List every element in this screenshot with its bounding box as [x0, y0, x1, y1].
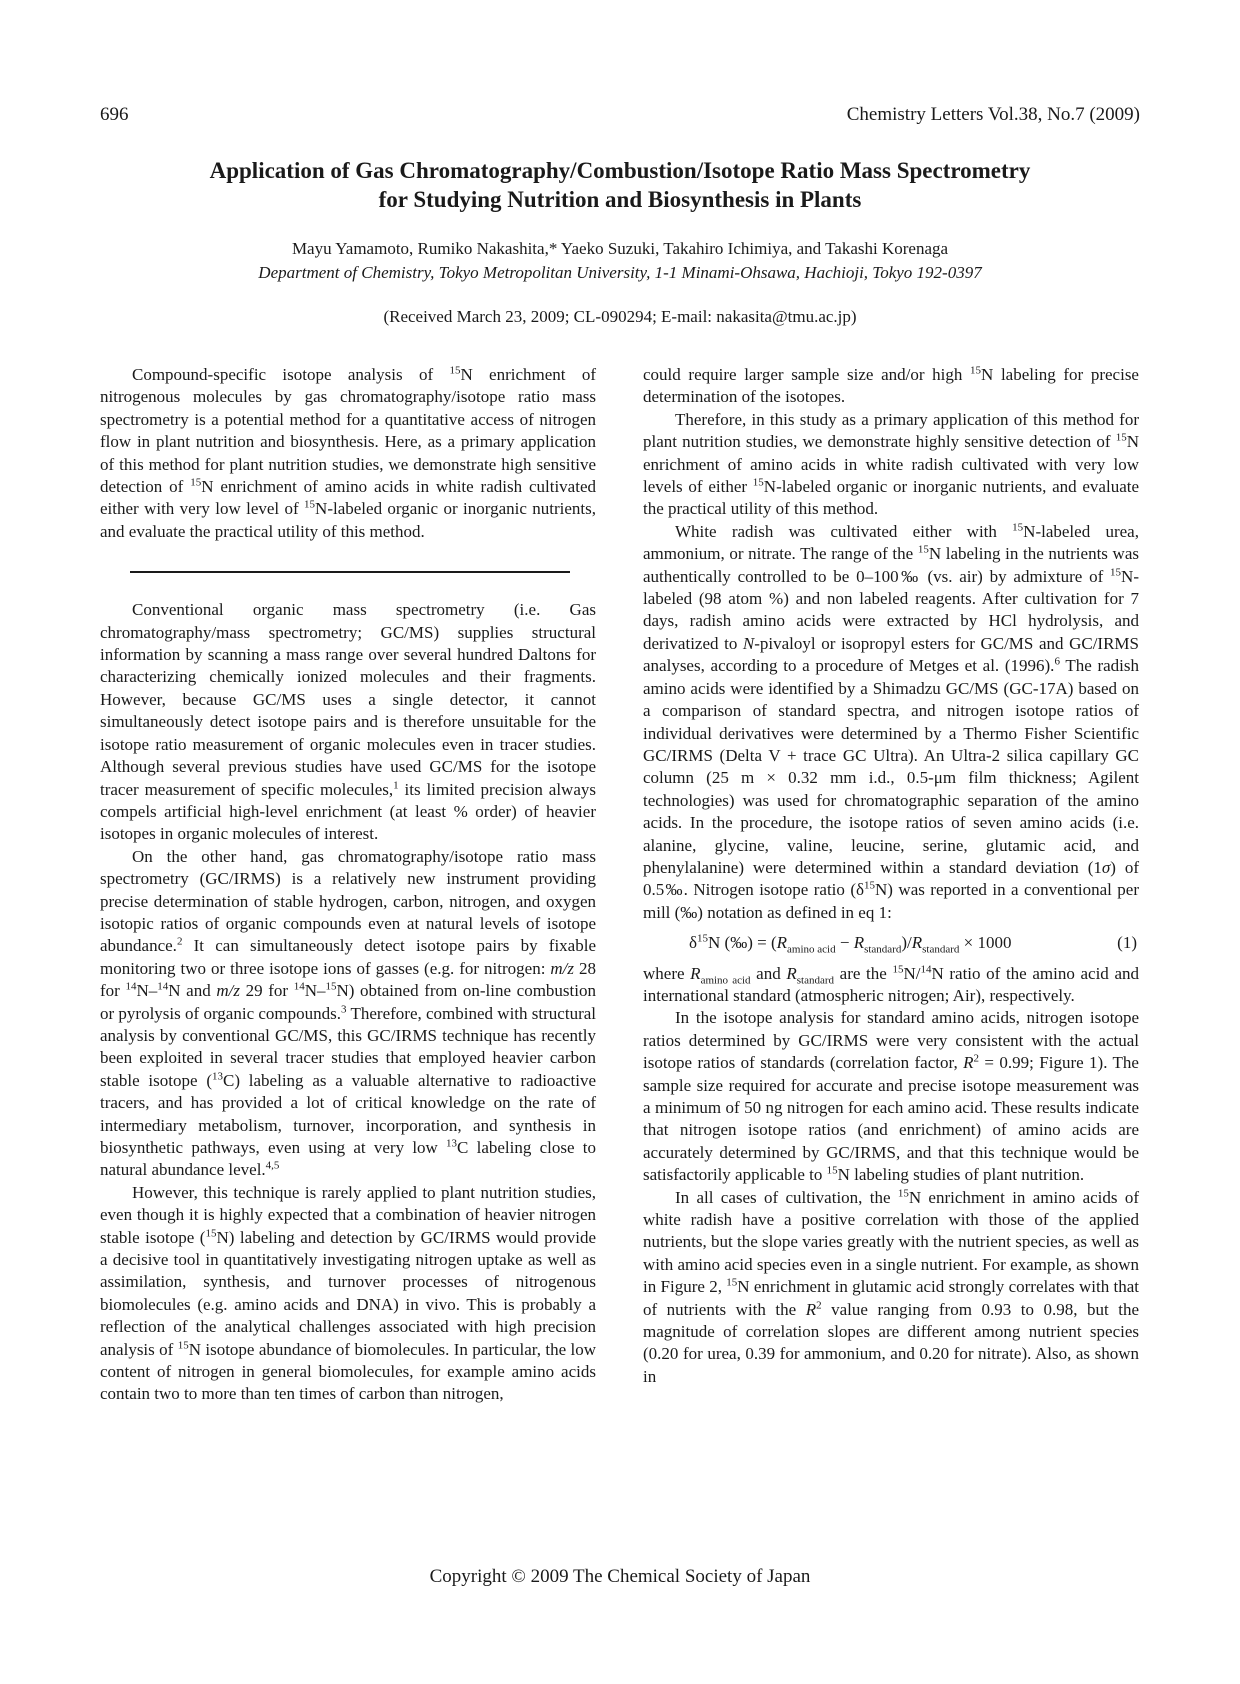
paragraph: where $R_{amino acid}$ and $R_{standard}$ are the $^{15}$N/$^{14}$N ratio of the amino acid and international standard (atmospheric nitrogen; Air), respectively.	[643, 962, 1139, 1005]
equation-1	[643, 932, 1139, 954]
paragraph: could require larger sample size and/or high $^{15}$N labeling for precise determination of the isotopes.	[643, 364, 1139, 407]
paragraph: In the isotope analysis for standard amino acids, nitrogen isotope ratios determined by GC/IRMS were very consistent with the actual isotope ratios of standards (correlation factor, $R^2 = 0.99$; Figure 1). The sample size required for accurate and precise isotope measurement was a minimum of 50 ng nitrogen for each amino acid. These results indicate that nitrogen isotope ratios (and enrichment) of amino acids are accurately determined by GC/IRMS, and that this technique would be satisfactorily applicable to $^{15}$N labeling studies of plant nutrition.	[643, 1008, 1139, 1185]
title-line-2: for Studying Nutrition and Biosynthesis in Plants	[378, 187, 862, 212]
page-header	[100, 104, 1140, 134]
paragraph: In all cases of cultivation, the $^{15}$N enrichment in amino acids of white radish have a positive correlation with those of the applied nutrients, but the slope varies greatly with the nutrient species, as well as with amino acid species even in a single nutrient. For example, as shown in Figure 2, $^{15}$N enrichment in glutamic acid strongly correlates with that of nutrients with the $R^2$ value ranging from 0.93 to 0.98, but the magnitude of correlation slopes are different among nutrient species (0.20 for urea, 0.39 for ammonium, and 0.20 for nitrate). Also, as shown in	[643, 1186, 1139, 1386]
copyright-footer: Copyright © 2009 The Chemical Society of Japan	[429, 1566, 811, 1587]
paragraph: Conventional organic mass spectrometry (i.e. Gas chromatography/mass spectrometry; GC/MS) supplies structural information by scanning a mass range over several hundred Daltons for characterizing chemically ionized molecules and their fragments. However, because GC/MS uses a single detector, it cannot simultaneously detect isotope pairs and is therefore unsuitable for the isotope ratio measurement of organic molecules even in tracer studies. Although several previous studies have used GC/MS for the isotope tracer measurement of specific molecules,$^1$ its limited precision always compels artificial high-level enrichment (at least % order) of heavier isotopes in organic molecules of interest.	[100, 600, 596, 844]
journal-reference: Chemistry Letters Vol.38, No.7 (2009)	[846, 104, 1140, 125]
received-line: (Received March 23, 2009; CL-090294; E-mail: nakasita@tmu.ac.jp)	[383, 307, 857, 326]
page-number: 696	[100, 104, 129, 125]
paragraph: However, this technique is rarely applied to plant nutrition studies, even though it is highly expected that a combination of heavier nitrogen stable isotope ($^{15}$N) labeling and detection by GC/IRMS would provide a decisive tool in quantitatively investigating nitrogen uptake as well as assimilation, synthesis, and turnover processes of nitrogenous biomolecules (e.g. amino acids and DNA) in vivo. This is probably a reflection of the analytical challenges associated with high precision analysis of $^{15}$N isotope abundance of biomolecules. In particular, the low content of nitrogen in general biomolecules, for example amino acids contain two to more than ten times of carbon than nitrogen,	[100, 1182, 597, 1404]
abstract: Compound-specific isotope analysis of $^{15}$N enrichment of nitrogenous molecules by gas chromatography/isotope ratio mass spectrometry is a potential method for a quantitative access of nitrogen flow in plant nutrition and biosynthesis. Here, as a primary application of this method for plant nutrition studies, we demonstrate high sensitive detection of $^{15}$N enrichment of amino acids in white radish cultivated either with very low level of $^{15}$N-labeled organic or inorganic nutrients, and evaluate the practical utility of this method.	[100, 364, 597, 541]
author-list: Mayu Yamamoto, Rumiko Nakashita,* Yaeko Suzuki, Takahiro Ichimiya, and Takashi Korenaga	[291, 239, 949, 258]
left-column	[100, 364, 596, 1406]
paragraph: Therefore, in this study as a primary application of this method for plant nutrition studies, we demonstrate highly sensitive detection of $^{15}$N enrichment of amino acids in white radish cultivated with very low levels of either $^{15}$N-labeled organic or inorganic nutrients, and evaluate the practical utility of this method.	[643, 409, 1140, 519]
article-title	[100, 156, 1140, 214]
equation-number: (1)	[1117, 933, 1137, 953]
paragraph: White radish was cultivated either with $^{15}$N-labeled urea, ammonium, or nitrate. The range of the $^{15}$N labeling in the nutrients was authentically controlled to be 0–100‰ (vs. air) by admixture of $^{15}$N-labeled (98 atom %) and non labeled reagents. After cultivation for 7 days, radish amino acids were extracted by HCl hydrolysis, and derivatized to N-pivaloyl or isopropyl esters for GC/MS and GC/IRMS analyses, according to a procedure of Metges et al. (1996).$^6$ The radish amino acids were identified by a Shimadzu GC/MS (GC-17A) based on a comparison of standard spectra, and nitrogen isotope ratios of individual derivatives were determined by a Thermo Fisher Scientific GC/IRMS (Delta V + trace GC Ultra). An Ultra-2 silica capillary GC column (25 m × 0.32 mm i.d., 0.5-μm film thickness; Agilent technologies) was used for chromatographic separation of the amino acids. In the procedure, the isotope ratios of seven amino acids (i.e. alanine, glycine, valine, leucine, serine, glutamic acid, and phenylalanine) were determined within a standard deviation (1σ) of 0.5‰. Nitrogen isotope ratio $(\delta^{15}N)$ was reported in a conventional per mill (‰) notation as defined in eq 1:	[643, 521, 1140, 922]
title-line-1: Application of Gas Chromatography/Combustion/Isotope Ratio Mass Spectrometry	[209, 158, 1031, 183]
paragraph: On the other hand, gas chromatography/isotope ratio mass spectrometry (GC/IRMS) is a relatively new instrument providing precise determination of stable hydrogen, carbon, nitrogen, and oxygen isotopic ratios of organic compounds even at natural levels of isotope abundance.$^2$ It can simultaneously detect isotope pairs by fixable monitoring two or three isotope ions of gasses (e.g. for nitrogen: m/z 28 for $^{14}$N–$^{14}$N and m/z 29 for $^{14}$N–$^{15}$N) obtained from on-line combustion or pyrolysis of organic compounds.$^3$ Therefore, combined with structural analysis by conventional GC/MS, this GC/IRMS technique has recently been exploited in several tracer studies that employed heavier carbon stable isotope ($^{13}$C) labeling as a valuable alternative to radioactive tracers, and has provided a lot of critical knowledge on the rate of intermediary metabolism, turnover, incorporation, and synthesis in biosynthetic pathways, even using at very low $^{13}$C labeling close to natural abundance level.$^{4,5}$	[100, 846, 597, 1180]
affiliation: Department of Chemistry, Tokyo Metropolitan University, 1-1 Minami-Ohsawa, Hachioji, Tokyo 192-0397	[258, 263, 982, 282]
equation-body: $\delta^{15}N$ (‰) = $(R_{amino acid} - R_{standard})/R_{standard} \times 1000$	[689, 932, 1012, 956]
right-column	[643, 364, 1139, 1388]
